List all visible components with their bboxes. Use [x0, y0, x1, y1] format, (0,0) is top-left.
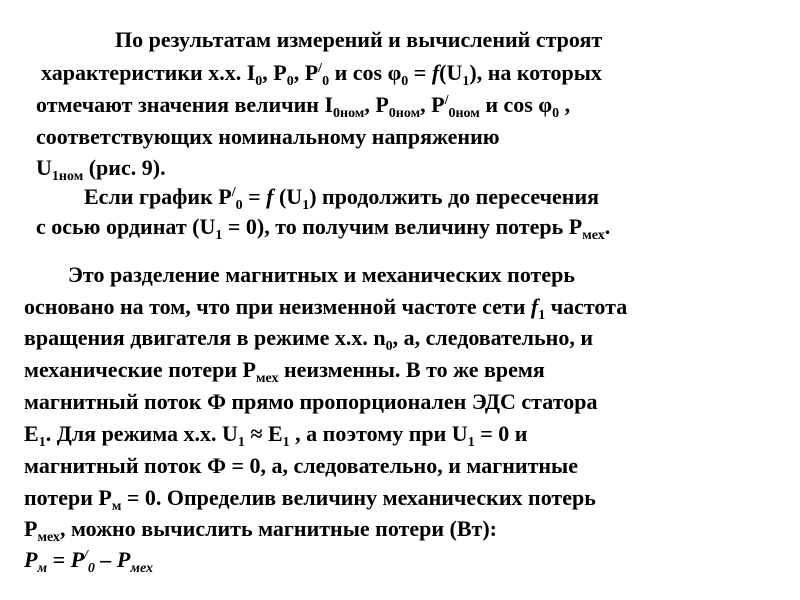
p2-line1-text: Если график P — [84, 184, 232, 209]
p3-line5-text: магнитный поток Ф прямо пропорционален ЭДС статора — [24, 389, 598, 414]
formula-text: – P — [94, 547, 131, 572]
p3-line9-text: , можно вычислить магнитные потери (Вт): — [59, 516, 498, 541]
subscript: 1 — [282, 435, 290, 450]
superscript: / — [231, 185, 236, 200]
p3-line8-text: потери P — [24, 485, 112, 510]
p1-line5-text: (рис. 9). — [83, 155, 166, 180]
superscript: / — [318, 61, 323, 76]
function-f: f — [266, 184, 274, 209]
p3-line6 — [24, 421, 528, 450]
p3-line5 — [24, 389, 597, 415]
p1-line2-text: = — [408, 60, 432, 85]
p3-line7 — [24, 453, 578, 479]
p3-line9-text: P — [24, 516, 38, 541]
p1-line2-text: , P — [262, 60, 287, 85]
p2-line2-text: = 0), то получим величину потерь P — [222, 214, 583, 239]
subscript: 0ном — [388, 106, 421, 121]
subscript: мех — [37, 530, 60, 545]
subscript: 0 — [552, 106, 560, 121]
subscript: 1 — [215, 228, 223, 243]
formula — [24, 547, 153, 576]
subscript: 0 — [286, 74, 294, 89]
p3-line8-text: = 0. Определив величину механических потерь — [121, 485, 596, 510]
subscript: м — [37, 561, 48, 576]
formula-text: = P — [47, 547, 85, 572]
p3-line3 — [24, 325, 593, 354]
p1-line2-text: (U — [439, 60, 463, 85]
p3-line6-text: . Для режима х.х. U — [45, 421, 238, 446]
subscript: 0 — [401, 74, 409, 89]
p1-line3-text: и cos φ — [479, 92, 553, 117]
subscript: 0 — [235, 198, 243, 213]
subscript: 1ном — [51, 169, 84, 184]
subscript: 1 — [302, 198, 310, 213]
p1-line3-text: , — [559, 92, 571, 117]
subscript: 1 — [237, 435, 245, 450]
p3-line4-text: механические потери P — [24, 357, 256, 382]
p3-line8 — [24, 485, 596, 514]
subscript: 0 — [322, 74, 330, 89]
p2-line2 — [36, 214, 611, 243]
p3-line6-text: = 0 и — [474, 421, 528, 446]
p1-line3 — [36, 92, 571, 121]
p1-line2-text: и cos φ — [329, 60, 402, 85]
p3-line3-text: , а, следовательно, и — [392, 325, 593, 350]
superscript: / — [84, 548, 88, 563]
subscript: 1 — [38, 435, 46, 450]
p3-line6-text: , а поэтому при U — [289, 421, 468, 446]
p2-line1 — [84, 184, 600, 213]
p1-line2-text: ), на которых — [469, 60, 602, 85]
p3-line1 — [68, 262, 575, 288]
p3-line2 — [24, 294, 628, 323]
formula-text: P — [24, 547, 38, 572]
p3-line4-text: неизменны. В то же время — [278, 357, 545, 382]
p3-line2-text: частота — [545, 294, 628, 319]
subscript: 1 — [462, 74, 470, 89]
p3-line3-text: вращения двигателя в режиме х.х. n — [24, 325, 386, 350]
p2-line1-text: ) продолжить до пересечения — [309, 184, 600, 209]
p3-line4 — [24, 357, 545, 386]
p1-line2-text: характеристики х.х. I — [41, 60, 256, 85]
p3-line9 — [24, 516, 498, 545]
p1-line4 — [36, 124, 500, 150]
subscript: 0 — [255, 74, 263, 89]
subscript: мех — [256, 371, 279, 386]
subscript: 0 — [87, 561, 95, 576]
p1-line3-text: отмечают значения величин I — [36, 92, 333, 117]
subscript: 0 — [385, 339, 393, 354]
p1-line2-text: , P — [293, 60, 319, 85]
superscript: / — [444, 93, 449, 108]
subscript: мех — [582, 228, 605, 243]
p1-line4-text: соответствующих номинальному напряжению — [36, 124, 500, 149]
subscript: м — [111, 499, 122, 514]
p3-line1-text: Это разделение магнитных и механических потерь — [68, 262, 575, 287]
subscript: 1 — [467, 435, 475, 450]
p3-line6-text: ≈ E — [244, 421, 283, 446]
subscript: мех — [130, 561, 153, 576]
p1-line3-text: , P — [364, 92, 389, 117]
subscript: 0ном — [333, 106, 365, 121]
p3-line7-text: магнитный поток Ф = 0, а, следовательно, и магнитные — [24, 453, 578, 478]
p1-line2 — [41, 60, 602, 89]
p1-line5 — [36, 155, 166, 184]
function-f: f — [431, 60, 440, 85]
subscript: 1 — [538, 308, 546, 323]
p2-line1-text: = — [242, 184, 267, 209]
function-f: f — [530, 294, 539, 319]
p2-line1-text: (U — [273, 184, 303, 209]
p1-line5-text: U — [36, 155, 52, 180]
p2-line2-text: с осью ординат (U — [36, 214, 216, 239]
p3-line2-text: основано на том, что при неизменной частоте сети — [24, 294, 531, 319]
p1-line1-text: По результатам измерений и вычислений строят — [115, 27, 603, 52]
p1-line1 — [115, 27, 602, 53]
p3-line6-text: E — [24, 421, 39, 446]
p1-line3-text: , P — [420, 92, 445, 117]
subscript: 0ном — [448, 106, 480, 121]
p2-line2-text: . — [604, 214, 611, 239]
